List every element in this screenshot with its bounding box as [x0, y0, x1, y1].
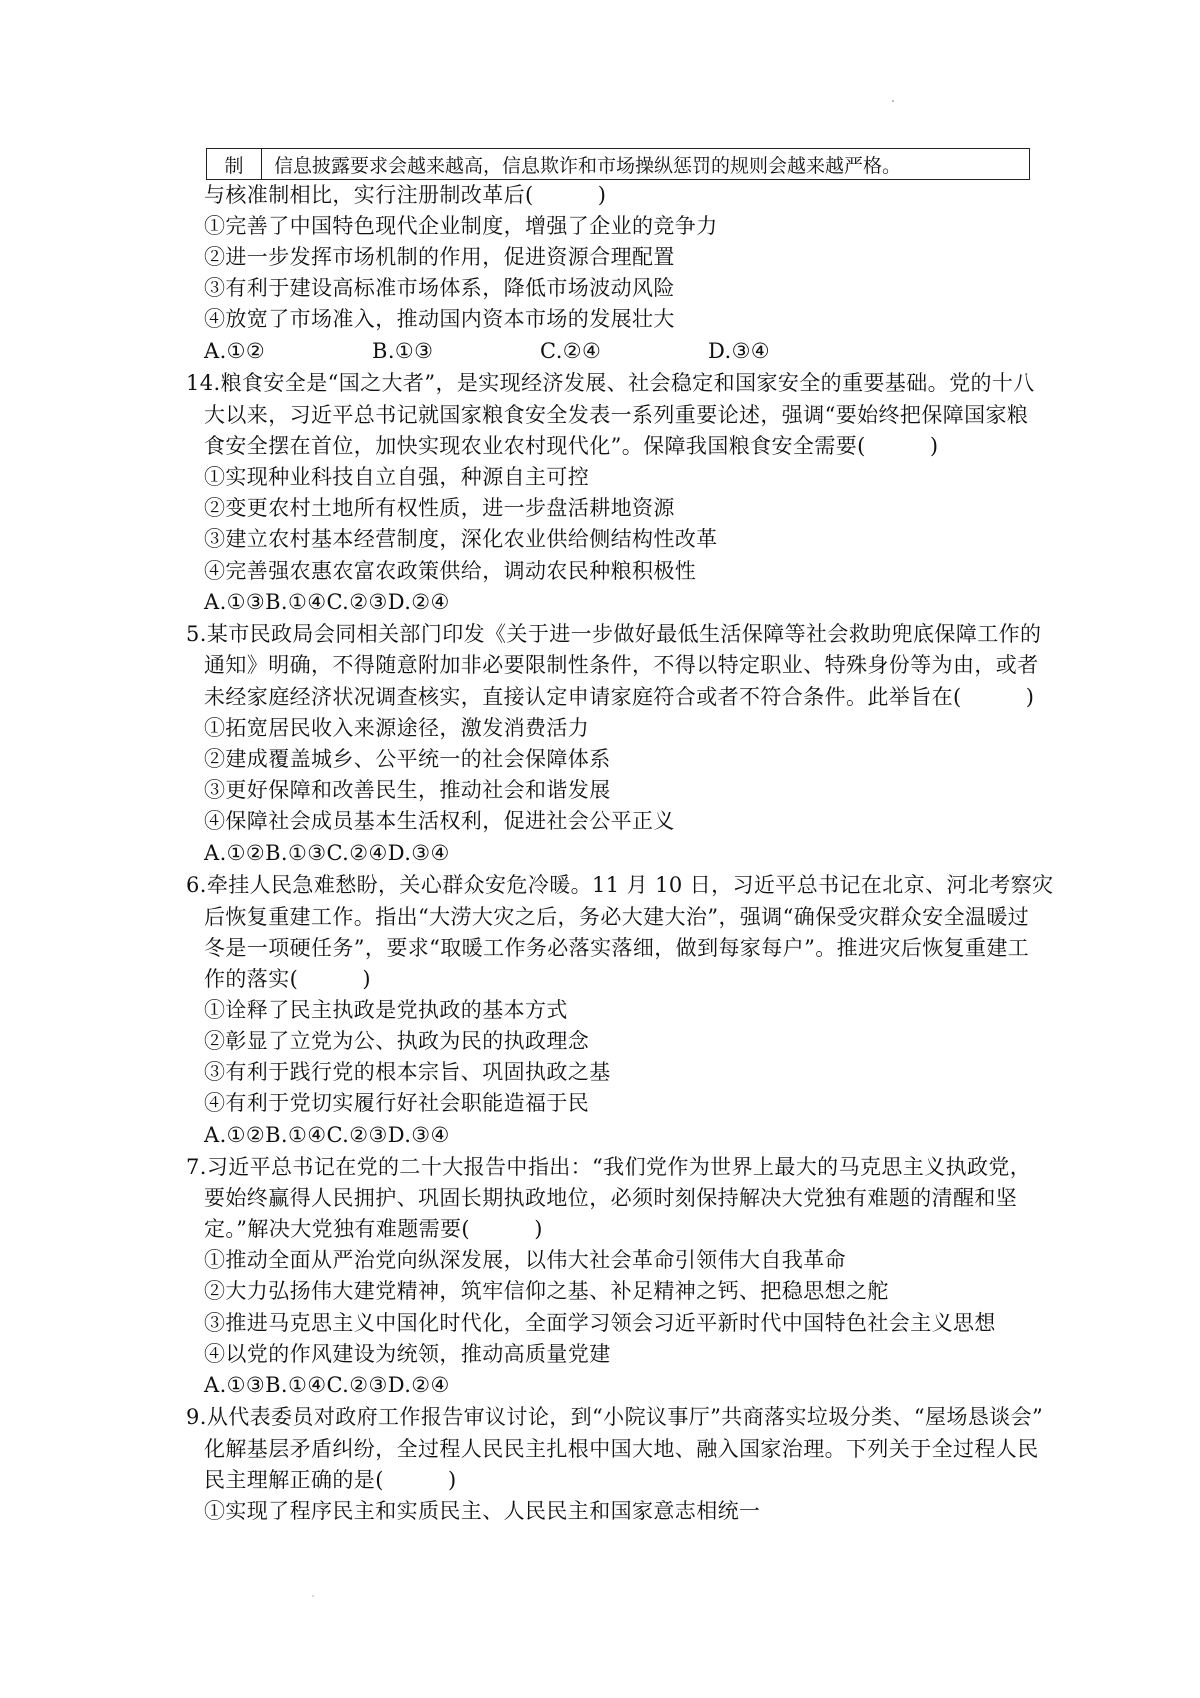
question-7-stem-line-2: 要始终赢得人民拥护、巩固长期执政地位，必须时刻保持解决大党独有难题的清醒和坚	[204, 1186, 1018, 1210]
table-row	[207, 149, 1030, 180]
question-6-item-3: ③有利于践行党的根本宗旨、巩固执政之基	[204, 1060, 611, 1084]
question-7-item-2: ②大力弘扬伟大建党精神，筑牢信仰之基、补足精神之钙、把稳思想之舵	[204, 1279, 889, 1303]
question-13-item-1: ①完善了中国特色现代企业制度，增强了企业的竞争力	[204, 214, 718, 238]
question-5-item-2: ②建成覆盖城乡、公平统一的社会保障体系	[204, 747, 611, 771]
question-6-item-2: ②彰显了立党为公、执政为民的执政理念	[204, 1029, 590, 1053]
question-14-item-1: ①实现种业科技自立自强，种源自主可控	[204, 465, 590, 489]
question-14-item-2: ②变更农村土地所有权性质，进一步盘活耕地资源	[204, 496, 675, 520]
question-13-item-4: ④放宽了市场准入，推动国内资本市场的发展壮大	[204, 307, 675, 331]
question-5-item-3: ③更好保障和改善民生，推动社会和谐发展	[204, 778, 611, 802]
question-7-item-4: ④以党的作风建设为统领，推动高质量党建	[204, 1342, 611, 1366]
question-14-options: A.①③B.①④C.②③D.②④	[204, 590, 450, 614]
option-b: B.①③	[372, 339, 434, 363]
question-13-item-2: ②进一步发挥市场机制的作用，促进资源合理配置	[204, 245, 675, 269]
question-14-item-3: ③建立农村基本经营制度，深化农业供给侧结构性改革	[204, 527, 718, 551]
question-6-stem-line-1: 6.牵挂人民急难愁盼，关心群众安危冷暖。11 月 10 日，习近平总书记在北京、河北考察灾	[186, 873, 1054, 897]
question-6-stem-line-4: 作的落实( )	[204, 967, 371, 991]
question-9-item-1: ①实现了程序民主和实质民主、人民民主和国家意志相统一	[204, 1499, 761, 1523]
question-5-item-1: ①拓宽居民收入来源途径，激发消费活力	[204, 716, 590, 740]
question-6-stem-line-3: 冬是一项硬任务”，要求“取暖工作务必落实落细，做到每家每户”。推进灾后恢复重建工	[204, 936, 1030, 960]
question-7-options: A.①③B.①④C.②③D.②④	[204, 1373, 450, 1397]
question-6-options: A.①②B.①④C.②③D.③④	[204, 1123, 450, 1147]
question-7-item-3: ③推进马克思主义中国化时代化，全面学习领会习近平新时代中国特色社会主义思想	[204, 1311, 996, 1335]
question-5-options: A.①②B.①③C.②④D.③④	[204, 841, 450, 865]
question-7-stem-line-1: 7.习近平总书记在党的二十大报告中指出：“我们党作为世界上最大的马克思主义执政党，	[186, 1155, 1032, 1179]
question-5-item-4: ④保障社会成员基本生活权利，促进社会公平正义	[204, 809, 675, 833]
question-13-stem: 与核准制相比，实行注册制改革后( )	[204, 183, 607, 207]
question-7-item-1: ①推动全面从严治党向纵深发展，以伟大社会革命引领伟大自我革命	[204, 1248, 846, 1272]
option-c: C.②④	[540, 339, 602, 363]
question-5-stem-line-3: 未经家庭经济状况调查核实，直接认定申请家庭符合或者不符合条件。此举旨在( )	[204, 685, 1035, 709]
question-9-stem-line-2: 化解基层矛盾纠纷，全过程人民民主扎根中国大地、融入国家治理。下列关于全过程人民	[204, 1437, 1039, 1461]
comparison-table-fragment	[206, 148, 1030, 180]
question-6-item-1: ①诠释了民主执政是党执政的基本方式	[204, 998, 568, 1022]
question-5-stem-line-2: 通知》明确，不得随意附加非必要限制性条件，不得以特定职业、特殊身份等为由，或者	[204, 653, 1039, 677]
question-14-stem-line-2: 大以来，习近平总书记就国家粮食安全发表一系列重要论述，强调“要始终把保障国家粮	[204, 403, 1029, 427]
question-7-stem-line-3: 定。”解决大党独有难题需要( )	[204, 1217, 543, 1241]
question-9-stem-line-3: 民主理解正确的是( )	[204, 1468, 457, 1492]
scan-speck	[312, 1595, 314, 1597]
question-13-item-3: ③有利于建设高标准市场体系，降低市场波动风险	[204, 276, 675, 300]
question-14-stem-line-3: 食安全摆在首位，加快实现农业农村现代化”。保障我国粮食安全需要( )	[204, 434, 939, 458]
option-a: A.①②	[204, 339, 266, 363]
question-6-stem-line-2: 后恢复重建工作。指出“大涝大灾之后，务必大建大治”，强调“确保受灾群众安全温暖过	[204, 905, 1030, 929]
scan-speck	[892, 100, 894, 102]
question-14-item-4: ④完善强农惠农富农政策供给，调动农民种粮积极性	[204, 559, 697, 583]
question-13-options	[204, 336, 876, 366]
option-d: D.③④	[708, 339, 771, 363]
question-6-item-4: ④有利于党切实履行好社会职能造福于民	[204, 1091, 590, 1115]
question-14-stem-line-1: 14.粮食安全是“国之大者”，是实现经济发展、社会稳定和国家安全的重要基础。党的十八	[186, 371, 1035, 395]
question-5-stem-line-1: 5.某市民政局会同相关部门印发《关于进一步做好最低生活保障等社会救助兜底保障工作的	[186, 622, 1042, 646]
question-9-stem-line-1: 9.从代表委员对政府工作报告审议讨论，到“小院议事厅”共商落实垃圾分类、“屋场恳谈会”	[186, 1405, 1044, 1429]
table-cell-text: 信息披露要求会越来越高，信息欺诈和市场操纵惩罚的规则会越来越严格。	[262, 149, 1030, 180]
table-cell-label: 制	[207, 149, 262, 180]
